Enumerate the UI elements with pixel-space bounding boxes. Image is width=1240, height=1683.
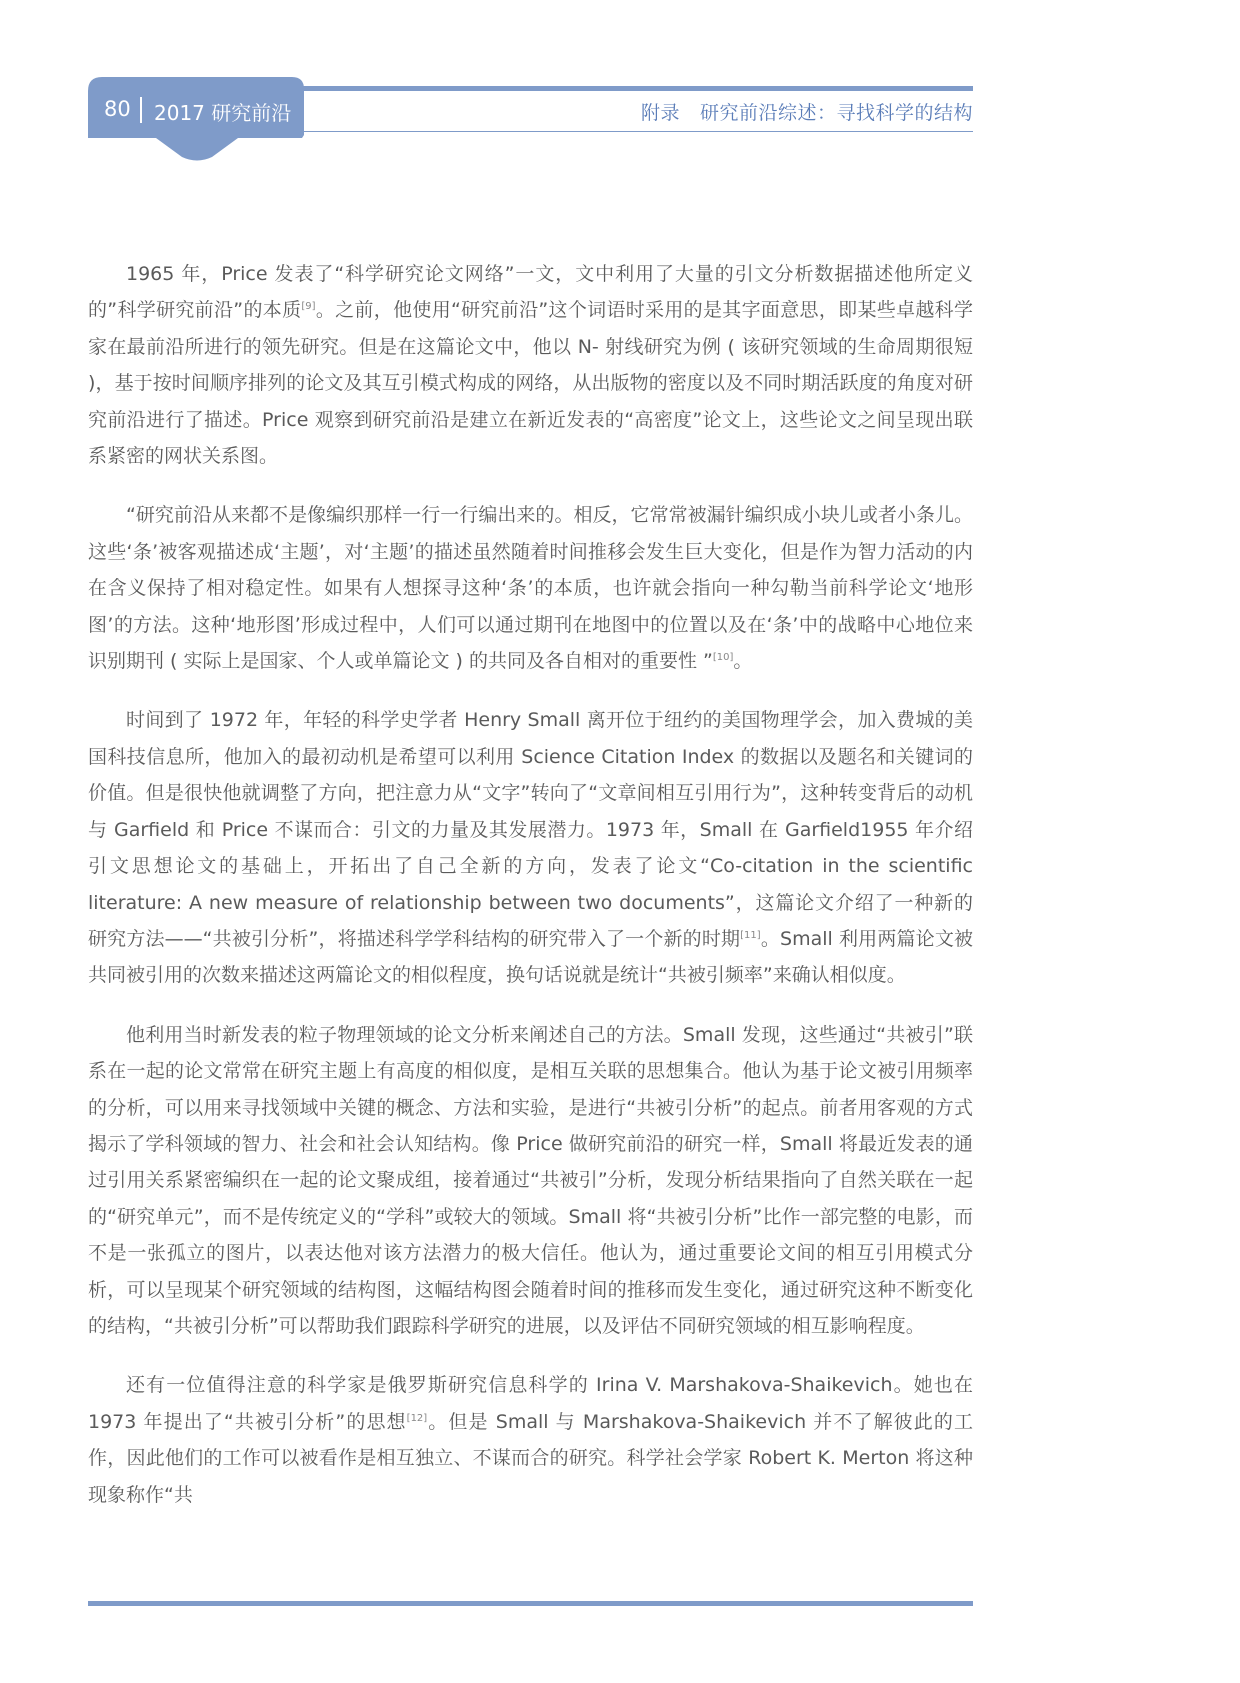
- citation-ref: [9]: [301, 301, 316, 313]
- paragraph-text: “研究前沿从来都不是像编织那样一行一行编出来的。相反，它常常被漏针编织成小块儿或者小条儿。这些‘条’被客观描述成‘主题’，对‘主题’的描述虽然随着时间推移会发生巨大变化，但是作为智力活动的内在含义保持了相对稳定性。如果有人想探寻这种‘条’的本质，也许就会指向一种勾勒当前科学论文‘地形图’的方法。这种‘地形图’形成过程中，人们可以通过期刊在地图中的位置以及在‘条’中的战略中心地位来识别期刊 ( 实际上是国家、个人或单篇论文 ) 的共同及各自相对的重要性 ”: [88, 504, 973, 673]
- paragraph-1: [88, 256, 973, 474]
- paragraph-text: 。之前，他使用“研究前沿”这个词语时采用的是其字面意思，即某些卓越科学家在最前沿所进行的领先研究。但是在这篇论文中，他以 N- 射线研究为例 ( 该研究领域的生命周期很短 )，基于按时间顺序排列的论文及其互引模式构成的网络，从出版物的密度以及不同时期活跃度的角度对研究前沿进行了描述。Price 观察到研究前沿是建立在新近发表的“高密度”论文上，这些论文之间呈现出联系紧密的网状关系图。: [88, 299, 973, 468]
- body-text: [88, 256, 973, 1536]
- paragraph-text: 他利用当时新发表的粒子物理领域的论文分析来阐述自己的方法。Small 发现，这些通过“共被引”联系在一起的论文常常在研究主题上有高度的相似度，是相互关联的思想集合。他认为基于论文被引用频率的分析，可以用来寻找领域中关键的概念、方法和实验，是进行“共被引分析”的起点。前者用客观的方式揭示了学科领域的智力、社会和社会认知结构。像 Price 做研究前沿的研究一样，Small 将最近发表的通过引用关系紧密编织在一起的论文聚成组，接着通过“共被引”分析，发现分析结果指向了自然关联在一起的“研究单元”，而不是传统定义的“学科”或较大的领域。Small 将“共被引分析”比作一部完整的电影，而不是一张孤立的图片，以表达他对该方法潜力的极大信任。他认为，通过重要论文间的相互引用模式分析，可以呈现某个研究领域的结构图，这幅结构图会随着时间的推移而发生变化，通过研究这种不断变化的结构，“共被引分析”可以帮助我们跟踪科学研究的进展，以及评估不同研究领域的相互影响程度。: [88, 1023, 973, 1337]
- section-title: [560, 98, 973, 125]
- header-rule-thick: [300, 86, 973, 91]
- section-label: 附录: [640, 102, 680, 124]
- book-title: 2017 研究前沿: [154, 101, 292, 125]
- paragraph-text: 时间到了 1972 年，年轻的科学史学者 Henry Small 离开位于纽约的美国物理学会，加入费城的美国科技信息所，他加入的最初动机是希望可以利用 Science Citation Index 的数据以及题名和关键词的价值。但是很快他就调整了方向，把注意力从“文字”转向了“文章间相互引用行为”，这种转变背后的动机与 Garfield 和 Price 不谋而合：引文的力量及其发展潜力。1973 年，Small 在 Garfield1955 年介绍引文思想论文的基础上，开拓出了自己全新的方向，发表了论文“Co-citation in the scientific literature: A new measure of relationship between two documents”，这篇论文介绍了一种新的研究方法——“共被引分析”，将描述科学学科结构的研究带入了一个新的时期: [88, 709, 973, 950]
- section-heading: 研究前沿综述：寻找科学的结构: [699, 102, 973, 124]
- paragraph-4: [88, 1017, 973, 1345]
- paragraph-text: 。但是 Small 与 Marshakova-Shaikevich 并不了解彼此的工作，因此他们的工作可以被看作是相互独立、不谋而合的研究。科学社会学家 Robert K. Merton 将这种现象称作“共: [88, 1410, 973, 1506]
- paragraph-2: [88, 497, 973, 679]
- citation-ref: [10]: [712, 652, 734, 664]
- paragraph-5: [88, 1367, 973, 1513]
- header-rule-thin: [300, 131, 973, 132]
- paragraph-text: 。Small 利用两篇论文被共同被引用的次数来描述这两篇论文的相似程度，换句话说就是统计“共被引频率”来确认相似度。: [88, 927, 973, 987]
- citation-ref: [12]: [406, 1412, 428, 1424]
- footer-rule: [88, 1601, 973, 1606]
- citation-ref: [11]: [740, 929, 761, 941]
- header-divider: [140, 97, 142, 123]
- paragraph-text: 。: [733, 650, 753, 673]
- page-number: 80: [104, 97, 131, 121]
- page-header-tab: [88, 77, 306, 167]
- paragraph-3: [88, 702, 973, 993]
- paragraph-text: 1965 年，Price 发表了“科学研究论文网络”一文，文中利用了大量的引文分析数据描述他所定义的”科学研究前沿”的本质: [88, 263, 973, 322]
- paragraph-text: 还有一位值得注意的科学家是俄罗斯研究信息科学的 Irina V. Marshakova-Shaikevich。她也在 1973 年提出了“共被引分析”的思想: [88, 1374, 973, 1433]
